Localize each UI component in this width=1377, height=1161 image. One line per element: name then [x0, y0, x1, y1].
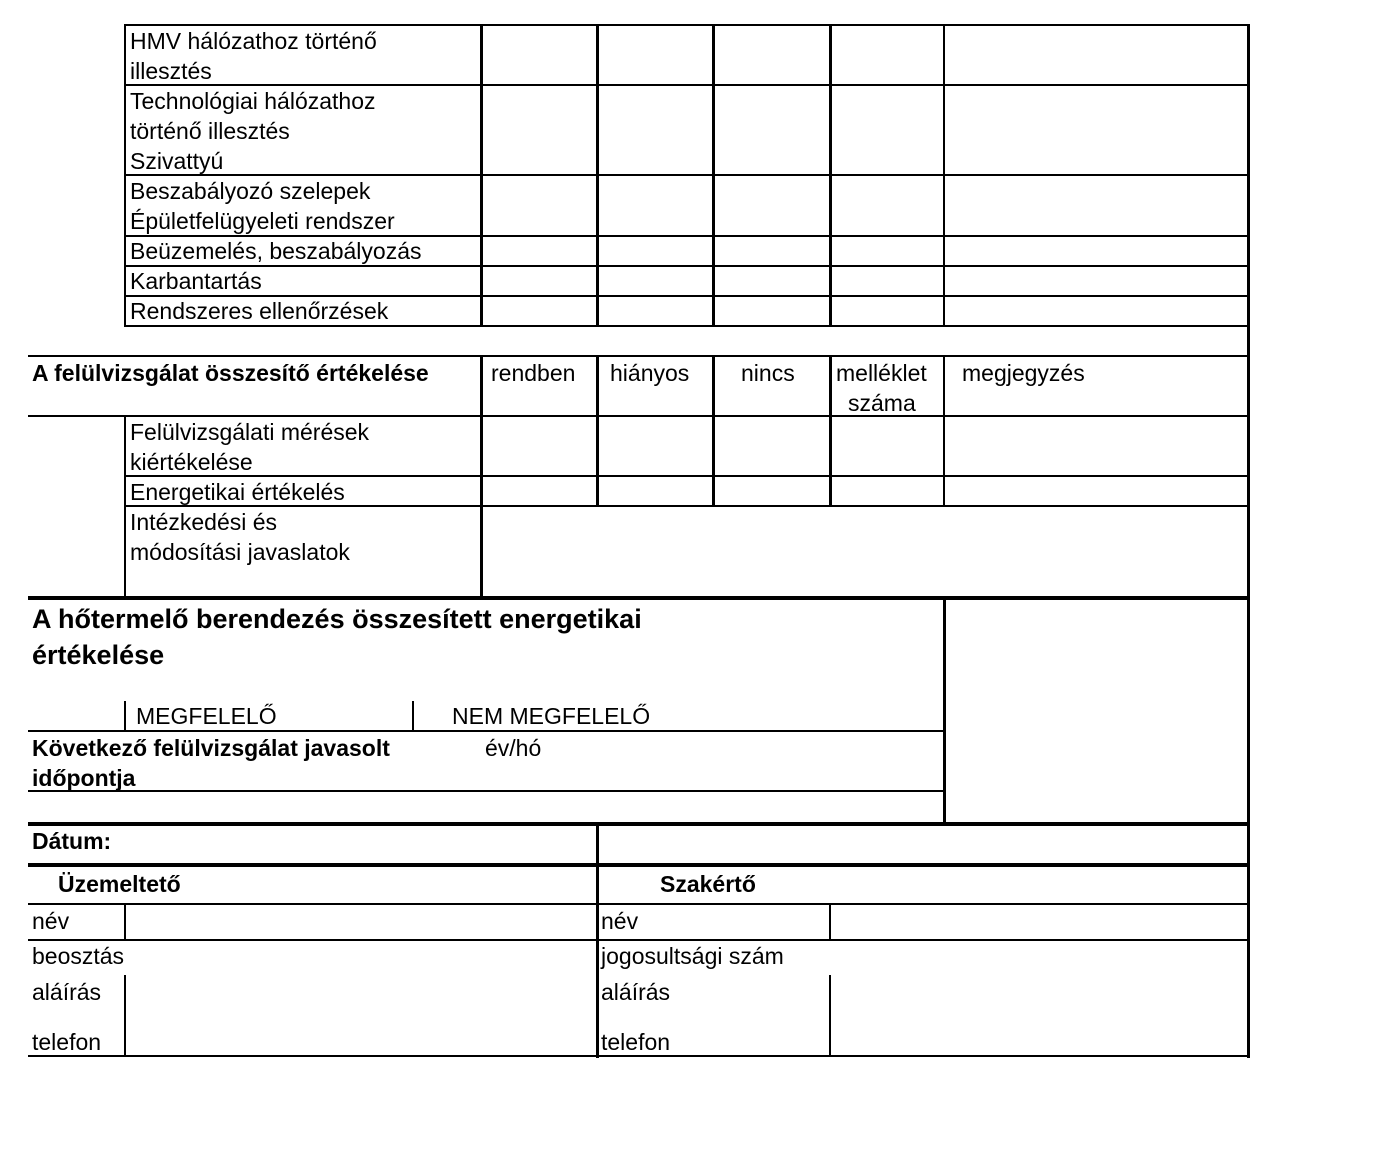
row-label: módosítási javaslatok — [130, 539, 350, 565]
heat-title: A hőtermelő berendezés összesített energetikai — [32, 604, 642, 634]
grid-line — [712, 355, 715, 507]
column-header-ok: rendben — [491, 360, 576, 386]
next-inspection-label: időpontja — [32, 765, 136, 791]
row-label: Szivattyú — [130, 148, 224, 174]
grid-line — [596, 355, 599, 507]
column-header-annex: melléklet — [836, 360, 927, 386]
column-header-deficient: hiányos — [610, 360, 690, 386]
operator-name-label: név — [32, 908, 70, 934]
operator-phone-label: telefon — [32, 1029, 102, 1055]
grid-line — [28, 903, 1250, 905]
row-label: Technológiai hálózathoz — [130, 88, 376, 114]
year-month-field[interactable]: év/hó — [485, 735, 542, 761]
row-label: Beüzemelés, beszabályozás — [130, 238, 422, 264]
expert-signature-label: aláírás — [601, 979, 671, 1005]
grid-line — [28, 355, 1250, 357]
expert-license-label: jogosultsági szám — [601, 943, 784, 969]
expert-name-label: név — [601, 908, 639, 934]
grid-line — [480, 355, 483, 597]
grid-line — [124, 975, 126, 1057]
row-label: Felülvizsgálati mérések — [130, 419, 370, 445]
row-label: Épületfelügyeleti rendszer — [130, 208, 395, 234]
row-label: Intézkedési és — [130, 509, 278, 535]
row-label: illesztés — [130, 58, 212, 84]
row-label: HMV hálózathoz történő — [130, 28, 377, 54]
grid-line — [1247, 24, 1250, 357]
grid-line — [124, 415, 126, 597]
compliant-option[interactable]: MEGFELELŐ — [136, 703, 277, 729]
grid-line — [28, 790, 945, 792]
grid-line — [943, 355, 945, 507]
row-label: Energetikai értékelés — [130, 479, 345, 505]
noncompliant-option[interactable]: NEM MEGFELELŐ — [452, 703, 651, 729]
grid-line — [596, 24, 599, 327]
row-label: Beszabályozó szelepek — [130, 178, 371, 204]
row-label: kiértékelése — [130, 449, 253, 475]
grid-line — [124, 903, 126, 939]
grid-line — [28, 863, 1250, 867]
row-label: történő illesztés — [130, 118, 290, 144]
grid-line — [829, 975, 831, 1057]
grid-line — [712, 24, 715, 327]
date-label: Dátum: — [32, 828, 112, 854]
row-label: Karbantartás — [130, 268, 262, 294]
heat-title: értékelése — [32, 640, 165, 670]
column-header-none: nincs — [741, 360, 795, 386]
grid-line — [28, 596, 1250, 600]
grid-line — [28, 822, 1250, 826]
grid-line — [124, 701, 126, 731]
grid-line — [1247, 596, 1250, 824]
next-inspection-label: Következő felülvizsgálat javasolt — [32, 735, 390, 761]
grid-line — [124, 24, 126, 327]
operator-heading: Üzemeltető — [58, 871, 181, 897]
grid-line — [412, 701, 414, 731]
grid-line — [1247, 355, 1250, 597]
column-header-annex: száma — [848, 390, 916, 416]
expert-heading: Szakértő — [660, 871, 756, 897]
row-label: Rendszeres ellenőrzések — [130, 298, 389, 324]
grid-line — [480, 24, 483, 327]
operator-position-label: beosztás — [32, 943, 125, 969]
expert-phone-label: telefon — [601, 1029, 671, 1055]
column-header-remark: megjegyzés — [962, 360, 1085, 386]
grid-line — [943, 24, 945, 327]
operator-signature-label: aláírás — [32, 979, 102, 1005]
summary-title: A felülvizsgálat összesítő értékelése — [32, 360, 429, 386]
grid-line — [829, 24, 832, 327]
grid-line — [829, 355, 832, 507]
grid-line — [829, 903, 831, 939]
